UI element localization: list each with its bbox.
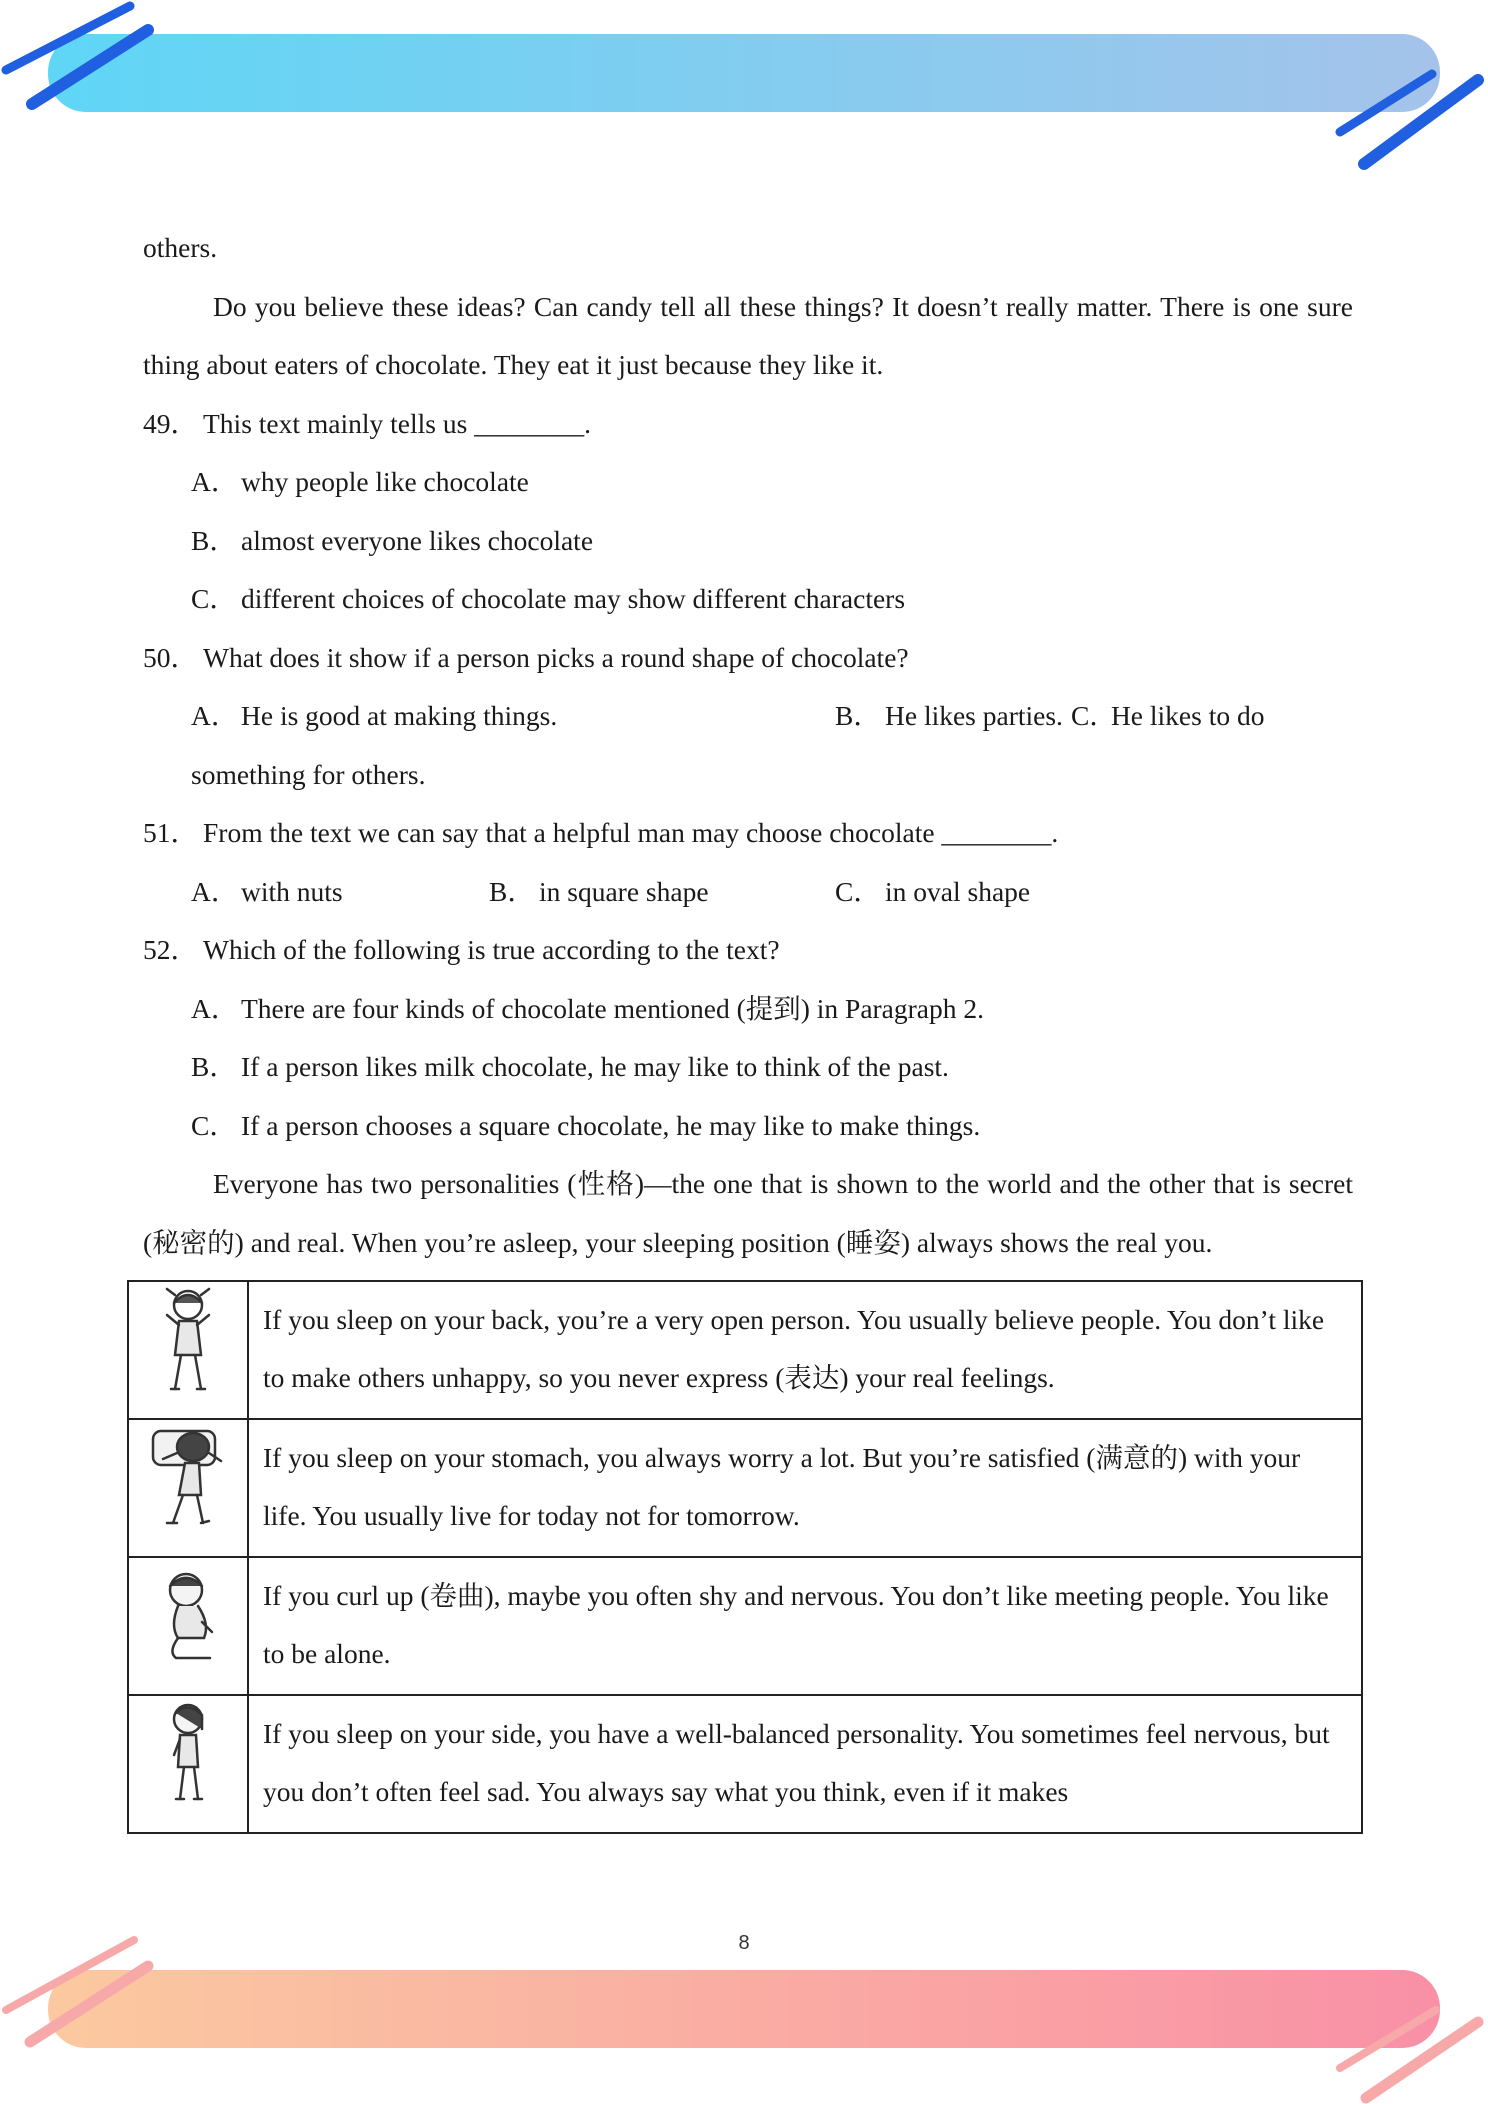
table-row <box>128 1557 1362 1695</box>
q49-option-a: A．why people like chocolate <box>191 466 529 497</box>
q51-options-row <box>143 863 1353 922</box>
q49-option-c: C． different choices of chocolate may show different characters <box>191 583 906 614</box>
question-51: 51． From the text we can say that a helpful man may choose chocolate ________. <box>143 817 1059 848</box>
table-cell-picture <box>128 1695 248 1833</box>
page-content <box>143 219 1353 1834</box>
q51-option-b: B． in square shape <box>489 875 709 907</box>
table-cell-picture <box>128 1557 248 1695</box>
q50-option-b: B． He likes parties. <box>835 700 1063 731</box>
q50-option-a: A．He is good at making things. <box>191 700 558 731</box>
table-cell-picture <box>128 1419 248 1557</box>
page-number: 8 <box>738 1932 750 1954</box>
q52-option-b: B． If a person likes milk chocolate, he may like to think of the past. <box>191 1051 949 1082</box>
q50-options-row <box>143 687 1353 746</box>
question-49: 49． This text mainly tells us ________. <box>143 407 592 439</box>
table-cell-picture <box>128 1281 248 1419</box>
q51-option-a: A．with nuts <box>191 875 343 907</box>
sleep-on-stomach-figure-icon <box>143 1423 233 1533</box>
passage-closing-paragraph: Do you believe these ideas? Can candy tell all these things? It doesn’t really matter. There is one sure thing about eaters of chocolate. They eat it just because they like it. <box>143 290 1353 380</box>
table-row <box>128 1281 1362 1419</box>
table-row <box>128 1419 1362 1557</box>
header-banner <box>0 0 1488 180</box>
sleep-on-side-figure-icon <box>158 1699 218 1809</box>
q50-option-c-continued: something for others. <box>191 758 426 790</box>
curl-up-description: If you curl up (卷曲), maybe you often shy and nervous. You don’t like meeting people. You like to be alone. <box>248 1557 1362 1695</box>
sleep-position-table <box>127 1280 1363 1834</box>
question-52: 52． Which of the following is true according to the text? <box>143 934 780 965</box>
q49-option-b: B． almost everyone likes chocolate <box>191 524 594 556</box>
q50-option-c: C．He likes to do <box>1070 700 1265 731</box>
q52-option-a: A．There are four kinds of chocolate mentioned (提到) in Paragraph 2. <box>191 992 984 1024</box>
question-50: 50． What does it show if a person picks a round shape of chocolate? <box>143 641 909 673</box>
curl-up-figure-icon <box>148 1566 228 1666</box>
sleep-on-back-description: If you sleep on your back, you’re a very open person. You usually believe people. You don’t like to make others unhappy, so you never express (表达) your real feelings. <box>248 1281 1362 1419</box>
table-row <box>128 1695 1362 1833</box>
q51-option-c: C． in oval shape <box>835 875 1031 907</box>
sleep-on-stomach-description: If you sleep on your stomach, you always worry a lot. But you’re satisfied (满意的) with your life. You usually live for today not for tomorrow. <box>248 1419 1362 1557</box>
personality-intro-paragraph: Everyone has two personalities (性格)—the one that is shown to the world and the other that is secret (秘密的) and real. When you’re asleep, your sleeping position (睡姿) always shows the real you. <box>143 1168 1353 1258</box>
passage-end-line: others. <box>143 232 218 263</box>
sleep-on-side-description: If you sleep on your side, you have a well-balanced personality. You sometimes feel nervous, but you don’t often feel sad. You always say what you think, even if it makes <box>248 1695 1362 1833</box>
q52-option-c: C． If a person chooses a square chocolate, he may like to make things. <box>191 1109 981 1141</box>
sleep-on-back-figure-icon <box>153 1285 223 1395</box>
